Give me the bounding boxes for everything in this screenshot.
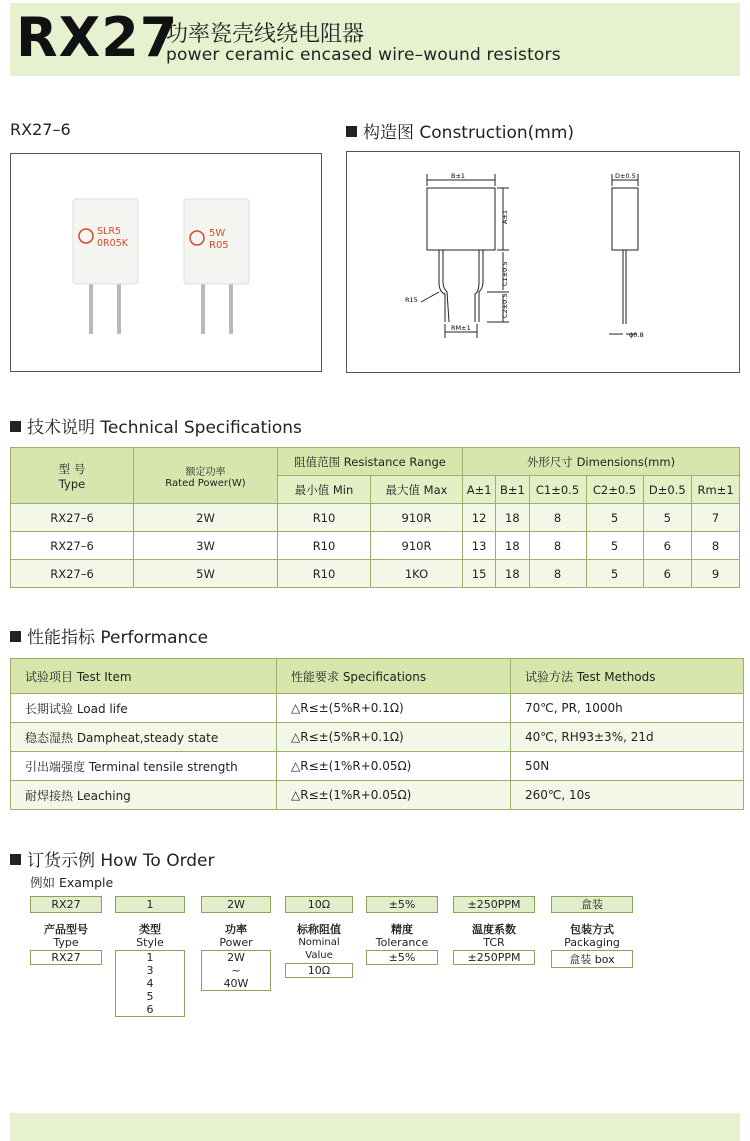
- th-dim-c2: C2±0.5: [586, 476, 643, 504]
- order-title: 订货示例 How To Order: [10, 846, 215, 871]
- table-row: 耐焊接热 Leaching △R≤±(1%R+0.05Ω) 260℃, 10s: [11, 781, 744, 810]
- table-row: RX27–6 2W R10 910R 12 18 8 5 5 7: [11, 504, 740, 532]
- table-row: 长期试验 Load life △R≤±(5%R+0.1Ω) 70℃, PR, 1000h: [11, 694, 744, 723]
- photo-right-line1: 5W: [209, 228, 226, 239]
- th-max: 最大值 Max: [371, 476, 463, 504]
- order-packaging: 盒装 包装方式 Packaging 盒装 box: [551, 896, 633, 968]
- photo-left-line1: SLR5: [97, 226, 121, 237]
- footer-banner: [10, 1113, 740, 1141]
- th-min: 最小值 Min: [278, 476, 371, 504]
- table-row: 稳态湿热 Dampheat,steady state △R≤±(5%R+0.1Ω) 40℃, RH93±3%, 21d: [11, 723, 744, 752]
- title-cn: 功率瓷壳线绕电阻器: [166, 22, 365, 47]
- dim-rm-label: RM±1: [451, 324, 471, 332]
- th-dim-a: A±1: [463, 476, 496, 504]
- table-row: RX27–6 3W R10 910R 13 18 8 5 6 8: [11, 532, 740, 560]
- th-test-item: 试验项目 Test Item: [11, 659, 277, 694]
- order-power: 2W 功率 Power 2W ~ 40W: [201, 896, 271, 991]
- construction-diagram: [346, 151, 740, 373]
- order-tolerance: ±5% 精度 Tolerance ±5%: [366, 896, 438, 965]
- order-style: 1 类型 Style 1 3 4 5 6: [115, 896, 185, 1017]
- tech-spec-table: [10, 447, 740, 588]
- order-nominal: 10Ω 标称阻值 Nominal Value 10Ω: [285, 896, 353, 978]
- table-row: 引出端强度 Terminal tensile strength △R≤±(1%R+0.05Ω) 50N: [11, 752, 744, 781]
- product-code: RX27: [16, 6, 179, 69]
- photo-right-line2: R05: [209, 240, 229, 251]
- dim-c1-label: C1±0.5: [501, 261, 509, 286]
- th-power: 额定功率 Rated Power(W): [134, 448, 278, 504]
- photo-left-line2: 0R05K: [97, 238, 128, 249]
- model-label: RX27–6: [10, 120, 71, 139]
- title-en: power ceramic encased wire–wound resistors: [166, 45, 561, 65]
- th-dim-rm: Rm±1: [692, 476, 740, 504]
- dim-b-label: B±1: [451, 172, 466, 180]
- dim-a-label: A±1: [501, 209, 509, 224]
- dim-phi-label: ϕ0.8: [629, 331, 644, 339]
- example-label: 例如 Example: [30, 875, 114, 890]
- performance-table: [10, 658, 744, 810]
- product-photo: [10, 153, 322, 372]
- th-dim-d: D±0.5: [643, 476, 692, 504]
- dim-c2-label: C2±0.5: [501, 293, 509, 318]
- th-dim-c1: C1±0.5: [529, 476, 586, 504]
- dim-d-label: D±0.5: [615, 172, 636, 180]
- order-tcr: ±250PPM 温度系数 TCR ±250PPM: [453, 896, 535, 965]
- th-type: 型 号 Type: [11, 448, 134, 504]
- dim-r-label: R15: [405, 296, 418, 304]
- th-range: 阻值范围 Resistance Range: [278, 448, 463, 476]
- table-row: RX27–6 5W R10 1KO 15 18 8 5 6 9: [11, 560, 740, 588]
- order-type: RX27 产品型号 Type RX27: [30, 896, 102, 965]
- construction-title: 构造图 Construction(mm): [346, 118, 574, 143]
- tech-spec-title: 技术说明 Technical Specifications: [10, 413, 302, 438]
- th-test-methods: 试验方法 Test Methods: [511, 659, 744, 694]
- performance-title: 性能指标 Performance: [10, 623, 208, 648]
- th-dim-b: B±1: [496, 476, 529, 504]
- th-dims: 外形尺寸 Dimensions(mm): [463, 448, 740, 476]
- th-specifications: 性能要求 Specifications: [277, 659, 511, 694]
